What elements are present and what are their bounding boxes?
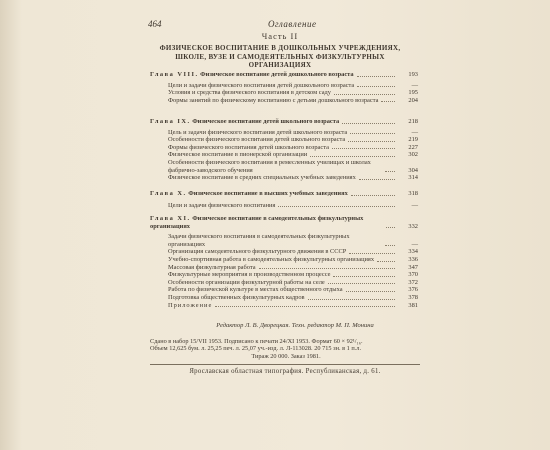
leader-dots — [386, 227, 395, 228]
page-ref: 378 — [408, 293, 418, 301]
toc-entry — [150, 82, 418, 90]
page-ref: — — [411, 201, 418, 209]
leader-dots — [333, 276, 395, 277]
toc-entry — [150, 233, 418, 248]
page-ref: 302 — [408, 151, 418, 159]
entry-title: Физическое воспитание в пионерской организации — [168, 151, 308, 159]
leader-dots — [349, 253, 395, 254]
chapter-xi — [150, 215, 418, 309]
chapter-number: Глава IX. — [150, 118, 191, 125]
chapter-title: Физическое воспитание детей школьного возраста — [192, 118, 340, 125]
leader-dots — [308, 299, 395, 300]
chapter-ix — [150, 118, 418, 182]
entry-title: Формы физического воспитания детей школьного возраста — [168, 143, 329, 151]
leader-dots — [385, 171, 395, 172]
leader-dots — [332, 148, 395, 149]
page-ref: 372 — [408, 278, 418, 286]
running-header — [148, 19, 458, 31]
toc-entry — [150, 136, 418, 144]
page-ref: 304 — [408, 166, 418, 174]
leader-dots — [259, 268, 395, 269]
page-ref: 376 — [408, 286, 418, 294]
leader-dots — [357, 86, 395, 87]
toc-entry — [150, 264, 418, 272]
leader-dots — [351, 195, 395, 196]
toc-entry — [150, 256, 418, 264]
entry-title: Работа по физической культуре в местах общественного отдыха — [168, 286, 343, 294]
chapter-x — [150, 190, 418, 209]
chapter-title: Физическое воспитание в высших учебных заведениях — [188, 190, 348, 197]
toc-entry — [150, 302, 418, 310]
page-ref: 381 — [408, 301, 418, 309]
leader-dots — [278, 206, 395, 207]
toc-entry — [150, 279, 418, 287]
page-ref: 218 — [408, 118, 418, 125]
print-line: Сдано в набор 15/VII 1953. Подписано к печати 24/XI 1953. Формат 60 × 92¹/₁₆. — [150, 338, 363, 345]
leader-dots — [328, 283, 395, 284]
entry-title: Подготовка общественных физкультурных кадров — [168, 293, 305, 301]
entry-title: Физкультурные мероприятия в производственном процессе — [168, 271, 331, 279]
entry-title: Особенности организации физкультурной работы на селе — [168, 278, 325, 286]
page-ref: 193 — [408, 71, 418, 78]
entry-title: Цели и задачи физического воспитания — [168, 201, 276, 209]
page-ref: 370 — [408, 271, 418, 279]
page-ref: 314 — [408, 174, 418, 182]
running-title: Оглавление — [268, 19, 317, 29]
toc-entry — [150, 97, 418, 105]
entry-title: Задачи физического воспитания в самодеятельных физкультурных организациях — [168, 233, 350, 248]
page-ref: 204 — [408, 96, 418, 104]
leader-dots — [377, 261, 395, 262]
leader-dots — [215, 306, 395, 307]
leader-dots — [357, 76, 395, 77]
entry-title: Организация самодеятельного физкультурного движения в СССР — [168, 248, 347, 256]
chapter-number: Глава XI. — [150, 215, 191, 222]
divider-rule — [150, 364, 420, 365]
chapter-number: Глава VIII. — [150, 71, 199, 78]
toc-entry — [150, 174, 418, 182]
chapter-title: Физическое воспитание детей дошкольного возраста — [200, 71, 354, 78]
page-ref: — — [411, 240, 418, 248]
entry-title: Особенности физического воспитания детей школьного возраста — [168, 136, 346, 144]
printer-line: Ярославская областная типография. Республиканская, д. 61. — [189, 368, 381, 375]
page-ref: 336 — [408, 255, 418, 263]
leader-dots — [334, 94, 395, 95]
page-ref: — — [411, 128, 418, 136]
chapter-heading — [150, 118, 418, 126]
entry-title: Цели и задачи физического воспитания детей дошкольного возраста — [168, 81, 355, 89]
toc-entry — [150, 129, 418, 137]
page-ref: 195 — [408, 89, 418, 97]
page-ref: 347 — [408, 263, 418, 271]
chapter-heading — [150, 215, 418, 230]
chapter-heading — [150, 71, 418, 79]
part-title: Часть II — [261, 31, 299, 41]
entry-title: Массовая физкультурная работа — [168, 263, 256, 271]
entry-title: Условия и средства физического воспитания в детском саду — [168, 89, 331, 97]
toc-entry — [150, 271, 418, 279]
page-number: 464 — [148, 19, 162, 29]
page-ref: 332 — [408, 222, 418, 230]
chapter-title: Физическое воспитание в самодеятельных физкультурных организациях — [150, 215, 364, 230]
editor-credits: Редактор Л. В. Дворецкая. Техн. редактор М. П. Монина — [216, 322, 374, 329]
leader-dots — [381, 101, 395, 102]
leader-dots — [348, 141, 395, 142]
entry-title: Учебно-спортивная работа в самодеятельных физкультурных организациях — [168, 255, 375, 263]
section-title: ФИЗИЧЕСКОЕ ВОСПИТАНИЕ В ДОШКОЛЬНЫХ УЧРЕЖДЕНИЯХ, ШКОЛЕ, ВУЗЕ И САМОДЕЯТЕЛЬНЫХ ФИЗКУЛЬТУРНЫХ ОРГАНИЗАЦИЯХ — [159, 44, 401, 69]
printing-data — [150, 338, 422, 360]
leader-dots — [342, 123, 395, 124]
toc-entry — [150, 286, 418, 294]
toc-entry — [150, 202, 418, 210]
page-ref: 334 — [408, 248, 418, 256]
entry-title: Приложение — [168, 301, 213, 309]
entry-title: Формы занятий по физическому воспитанию с детьми дошкольного возраста — [168, 96, 379, 104]
toc-entry — [150, 159, 418, 174]
entry-title: Физическое воспитание в средних специальных учебных заведениях — [168, 174, 356, 182]
page-ref: 219 — [408, 136, 418, 144]
entry-title: Цель и задачи физического воспитания детей школьного возраста — [168, 128, 348, 136]
print-line: Объем 12,625 бум. л. 25,25 печ. л. 25,07 уч.-изд. л. Л-113028. 20 715 зн. в 1 п.л. — [150, 345, 362, 353]
toc-entry — [150, 151, 418, 159]
chapter-viii — [150, 71, 418, 104]
leader-dots — [359, 179, 395, 180]
toc-entry — [150, 144, 418, 152]
print-line: Тираж 20 000. Заказ 1981. — [251, 352, 321, 360]
toc-entry — [150, 89, 418, 97]
entry-title: Особенности физического воспитания в ремесленных училищах и школах фабрично-заводского обучения — [168, 158, 371, 174]
chapter-number: Глава X. — [150, 190, 187, 197]
leader-dots — [310, 156, 395, 157]
toc-entry — [150, 248, 418, 256]
page-ref: 227 — [408, 143, 418, 151]
toc-entry — [150, 294, 418, 302]
page-ref: — — [411, 81, 418, 89]
leader-dots — [385, 245, 395, 246]
page-ref: 318 — [408, 190, 418, 197]
leader-dots — [350, 133, 395, 134]
chapter-heading — [150, 190, 418, 198]
leader-dots — [346, 291, 395, 292]
